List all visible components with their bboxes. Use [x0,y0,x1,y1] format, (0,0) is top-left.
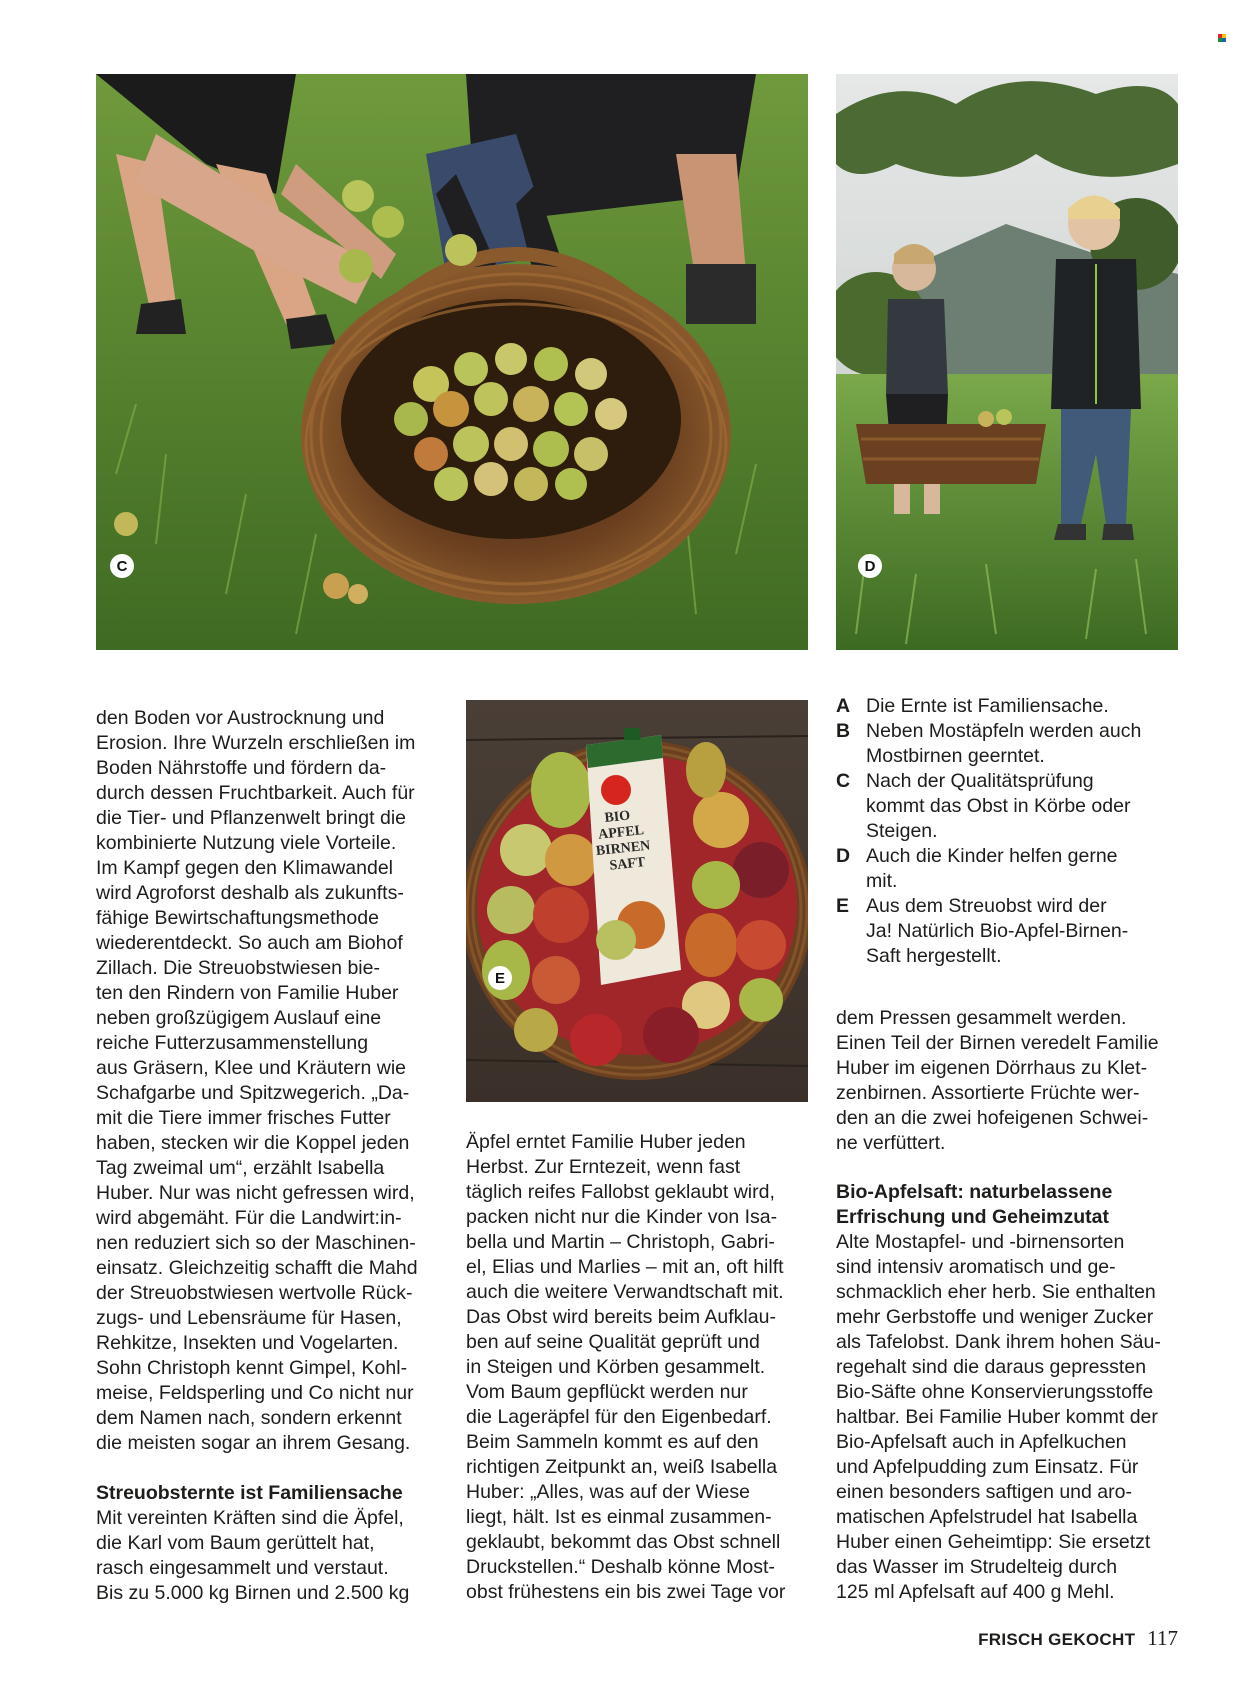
caption-letter: C [836,770,851,792]
caption-text: Nach der Qualitätsprüfung kommt das Obst in Körbe oder Steigen. [866,770,1131,842]
caption-e [836,894,1182,969]
apple-basket-illustration [96,74,808,650]
caption-letter: D [836,845,851,867]
photo-label-e: E [488,966,512,990]
caption-text: Neben Mostäpfeln werden auch Mostbirnen geerntet. [866,720,1142,767]
article-column-3-top [836,1006,1182,1156]
juice-basket-illustration [466,700,808,1102]
caption-c [836,769,1182,844]
photo-captions [836,694,1182,969]
caption-a [836,694,1182,719]
section-heading-harvest: Streuobsternte ist Familiensache [96,1482,403,1504]
article-column-1 [96,706,442,1606]
kids-orchard-illustration [836,74,1178,650]
photo-label-c: C [110,554,134,578]
page-footer [978,1626,1178,1651]
photo-apple-basket-harvest [96,74,808,650]
caption-letter: E [836,895,850,917]
article-paragraph-pressing: dem Pressen gesammelt werden. Einen Teil der Birnen veredelt Familie Huber im eigenen Dörrhaus zu Klet- zenbirnen. Assortierte Früchte wer- den an die zwei hofeigenen Schwei- ne verfüttert. [836,1007,1159,1154]
caption-letter: A [836,695,851,717]
section-heading-juice: Bio-Apfelsaft: naturbelassene Erfrischung und Geheimzutat [836,1181,1113,1228]
caption-d [836,844,1182,894]
article-paragraph-juice: Alte Mostapfel- und -birnensorten sind intensiv aromatisch und ge- schmacklich eher herb. Sie enthalten mehr Gerbstoffe und weniger Zucker als Tafelobst. Dank ihrem hohen Säu- regehalt sind die daraus gepressten Bio-Säfte ohne Konservierungsstoffe haltbar. Bei Familie Huber kommt der Bio-Apfelsaft auch in Apfelkuchen und Apfelpudding zum Einsatz. Für einen besonders saftigen und aro- matischen Apfelstrudel hat Isabella Huber einen Geheimtipp: Sie ersetzt das Wasser im Strudelteig durch 125 ml Apfelsaft auf 400 g Mehl. [836,1231,1161,1603]
page-number: 117 [1147,1626,1178,1650]
photo-juice-fruit-basket [466,700,808,1102]
article-paragraph-harvest: Mit vereinten Kräften sind die Äpfel, die Karl vom Baum gerüttelt hat, rasch eingesammelt und verstaut. Bis zu 5.000 kg Birnen und 2.500 kg [96,1507,410,1604]
print-color-mark [1218,34,1226,42]
caption-text: Auch die Kinder helfen gerne mit. [866,845,1118,892]
article-paragraph-intro: den Boden vor Austrocknung und Erosion. Ihre Wurzeln erschließen im Boden Nährstoffe und fördern da- durch dessen Fruchtbarkeit. Auch für die Tier- und Pflanzenwelt bringt die kombinierte Nutzung viele Vorteile. Im Kampf gegen den Klimawandel wird Agroforst deshalb als zukunfts- fähige Bewirtschaftungsmethode wiederentdeckt. So auch am Biohof Zillach. Die Streuobstwiesen bie- ten den Rindern von Familie Huber neben großzügigem Auslauf eine reiche Futterzusammenstellung aus Gräsern, Klee und Kräutern wie Schafgarbe und Spitzwegerich. „Da- mit die Tiere immer frisches Futter haben, stecken wir die Koppel jeden Tag zweimal um“, erzählt Isabella Huber. Nur was nicht gefressen wird, wird abgemäht. Für die Landwirt:in- nen reduziert sich so der Maschinen- einsatz. Gleichzeitig schafft die Mahd der Streuobstwiesen wertvolle Rück- zugs- und Lebensräume für Hasen, Rehkitze, Insekten und Vogelarten. Sohn Christoph kennt Gimpel, Kohl- meise, Feldsperling und Co nicht nur dem Namen nach, sondern erkennt die meisten sogar an ihrem Gesang. [96,707,418,1454]
svg-text:BIOAPFELBIRNENSAFT: BIOAPFELBIRNENSAFT [595,808,651,874]
caption-text: Aus dem Streuobst wird der Ja! Natürlich Bio-Apfel-Birnen- Saft hergestellt. [866,895,1129,967]
caption-b [836,719,1182,769]
article-paragraph-apples: Äpfel erntet Familie Huber jeden Herbst. Zur Erntezeit, wenn fast täglich reifes Fallobst geklaubt wird, packen nicht nur die Kinder von Isa- bella und Martin – Christoph, Gabri- el, Elias und Marlies – mit an, oft hilft auch die weitere Verwandtschaft mit. Das Obst wird bereits beim Aufklau- ben auf seine Qualität geprüft und in Steigen und Körben gesammelt. Vom Baum gepflückt werden nur die Lageräpfel für den Eigenbedarf. Beim Sammeln kommt es auf den richtigen Zeitpunkt an, weiß Isabella Huber: „Alles, was auf der Wiese liegt, hält. Ist es einmal zusammen- geklaubt, bekommt das Obst schnell Druckstellen.“ Deshalb könne Most- obst frühestens ein bis zwei Tage vor [466,1131,786,1603]
caption-text: Die Ernte ist Familiensache. [866,695,1109,717]
photo-kids-carrying-basket [836,74,1178,650]
section-name: FRISCH GEKOCHT [978,1630,1136,1649]
caption-letter: B [836,720,851,742]
article-column-2 [466,1130,812,1605]
article-column-3-bottom [836,1180,1182,1605]
photo-label-d: D [858,554,882,578]
